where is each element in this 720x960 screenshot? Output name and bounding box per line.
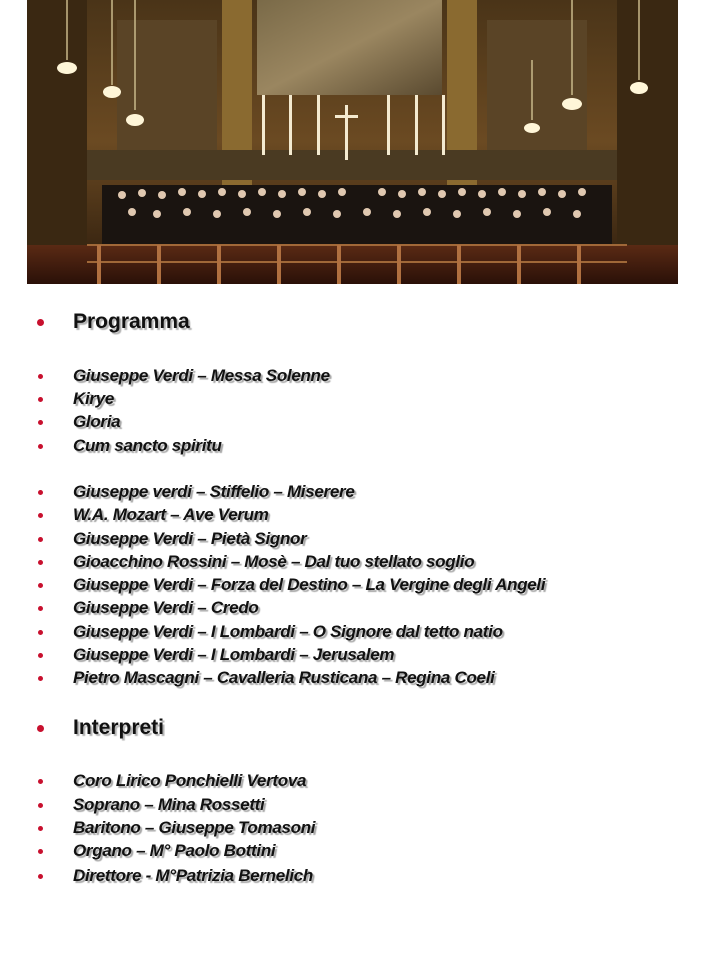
bullet-icon <box>38 444 43 449</box>
bullet-icon <box>38 560 43 565</box>
bullet-icon <box>38 653 43 658</box>
performers-heading: Interpreti <box>73 716 165 739</box>
program-item: Gioacchino Rossini – Mosè – Dal tuo stellato soglio <box>73 552 475 571</box>
program-item: Cum sancto spiritu <box>73 436 222 455</box>
bullet-icon <box>38 537 43 542</box>
bullet-icon <box>38 513 43 518</box>
bullet-icon <box>38 583 43 588</box>
bullet-icon <box>38 826 43 831</box>
bullet-icon <box>38 849 43 854</box>
bullet-icon <box>37 319 44 326</box>
bullet-icon <box>38 490 43 495</box>
performer-item: Organo – M° Paolo Bottini <box>73 841 276 860</box>
program-item: W.A. Mozart – Ave Verum <box>73 505 269 524</box>
program-item: Giuseppe verdi – Stiffelio – Miserere <box>73 482 355 501</box>
choir-photo <box>27 0 678 284</box>
performer-item: Soprano – Mina Rossetti <box>73 795 265 814</box>
program-item: Kirye <box>73 389 115 408</box>
bullet-icon <box>38 803 43 808</box>
program-item: Giuseppe Verdi – Messa Solenne <box>73 366 330 385</box>
performer-item: Coro Lirico Ponchielli Vertova <box>73 771 307 790</box>
bullet-icon <box>38 397 43 402</box>
bullet-icon <box>38 374 43 379</box>
program-item: Giuseppe Verdi – I Lombardi – O Signore dal tetto natio <box>73 622 503 641</box>
program-item: Giuseppe Verdi – Credo <box>73 598 259 617</box>
program-heading: Programma <box>73 310 190 333</box>
bullet-icon <box>38 874 43 879</box>
program-item: Giuseppe Verdi – Forza del Destino – La Vergine degli Angeli <box>73 575 546 594</box>
choir-photo-illustration <box>27 0 678 284</box>
program-item: Pietro Mascagni – Cavalleria Rusticana – Regina Coeli <box>73 668 495 687</box>
bullet-icon <box>38 676 43 681</box>
performer-item: Direttore - M°Patrizia Bernelich <box>73 866 313 885</box>
bullet-icon <box>37 725 44 732</box>
performer-item: Baritono – Giuseppe Tomasoni <box>73 818 316 837</box>
bullet-icon <box>38 630 43 635</box>
program-item: Gloria <box>73 412 121 431</box>
bullet-icon <box>38 606 43 611</box>
program-item: Giuseppe Verdi – I Lombardi – Jerusalem <box>73 645 395 664</box>
program-item: Giuseppe Verdi – Pietà Signor <box>73 529 307 548</box>
bullet-icon <box>38 779 43 784</box>
bullet-icon <box>38 420 43 425</box>
